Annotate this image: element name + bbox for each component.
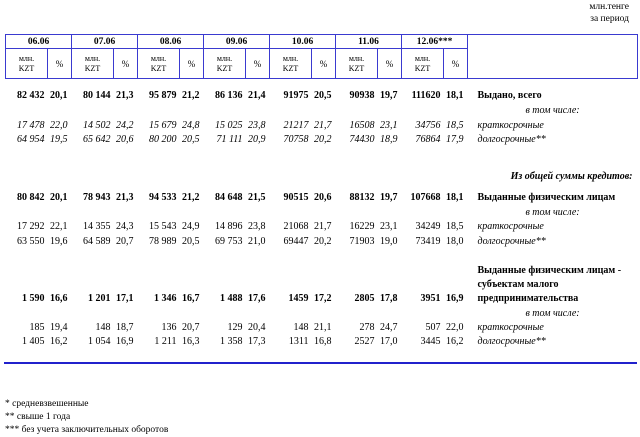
cell-percent: 20,2 xyxy=(314,134,332,145)
unit-header: млн. KZT xyxy=(402,49,444,79)
table-row xyxy=(6,191,638,206)
unit-header: млн. KZT xyxy=(138,49,180,79)
date-header: 07.06 xyxy=(72,35,138,49)
cell-percent: 23,1 xyxy=(380,119,398,131)
cell-percent: 24,8 xyxy=(182,119,200,131)
cell-amount: 1 405 xyxy=(22,336,45,347)
cell-amount: 64 954 xyxy=(17,134,45,145)
table-row xyxy=(6,220,638,235)
percent-header: % xyxy=(246,49,270,79)
cell-amount: 34756 xyxy=(415,119,441,131)
table-row xyxy=(6,307,638,321)
cell-percent: 18,1 xyxy=(446,192,464,203)
cell-percent: 16,6 xyxy=(50,293,68,304)
row-label: Выданные физическим лицам - xyxy=(477,264,622,276)
cell-percent: 23,1 xyxy=(380,221,398,232)
cell-amount: 78 943 xyxy=(83,192,111,203)
cell-percent: 24,9 xyxy=(182,221,200,232)
cell-percent: 22,0 xyxy=(50,119,68,131)
cell-amount: 1 590 xyxy=(22,293,45,304)
cell-amount: 3951 xyxy=(420,293,441,304)
table-row xyxy=(6,292,638,307)
date-header: 06.06 xyxy=(6,35,72,49)
cell-percent: 22,1 xyxy=(50,221,68,232)
date-header: 11.06 xyxy=(336,35,402,49)
cell-percent: 20,1 xyxy=(50,192,68,203)
cell-percent: 20,2 xyxy=(314,236,332,247)
cell-amount: 69447 xyxy=(283,236,309,247)
cell-amount: 76864 xyxy=(415,134,441,145)
cell-percent: 21,3 xyxy=(116,90,134,101)
cell-amount: 71903 xyxy=(349,236,375,247)
cell-percent: 21,7 xyxy=(314,119,332,131)
unit-note xyxy=(589,1,629,25)
cell-amount: 17 478 xyxy=(17,119,45,131)
empty-cells xyxy=(6,170,468,185)
cell-percent: 21,2 xyxy=(182,192,200,203)
cell-percent: 19,4 xyxy=(50,321,68,333)
row-label: долгосрочные** xyxy=(477,336,546,347)
cell-amount: 1 346 xyxy=(154,293,177,304)
cell-amount: 80 144 xyxy=(83,90,111,101)
row-label: долгосрочные** xyxy=(477,236,546,247)
cell-amount: 1311 xyxy=(288,336,309,347)
cell-amount: 107668 xyxy=(410,192,441,203)
cell-amount: 15 543 xyxy=(149,221,177,232)
cell-percent: 20,6 xyxy=(314,192,332,203)
unit-header: млн. KZT xyxy=(204,49,246,79)
cell-percent: 21,0 xyxy=(248,236,266,247)
cell-amount: 15 025 xyxy=(215,119,243,131)
cell-percent: 19,5 xyxy=(50,134,68,145)
cell-percent: 19,6 xyxy=(50,236,68,247)
cell-amount: 82 432 xyxy=(17,90,45,101)
row-label: Выданные физическим лицам xyxy=(477,192,616,203)
unit-note-line2: за период xyxy=(590,14,629,24)
cell-percent: 20,5 xyxy=(182,236,200,247)
percent-header: % xyxy=(444,49,468,79)
cell-percent: 16,9 xyxy=(116,336,134,347)
cell-percent: 16,2 xyxy=(446,336,464,347)
row-label: краткосрочные xyxy=(477,321,544,333)
cell-amount: 78 989 xyxy=(149,236,177,247)
cell-amount: 1 054 xyxy=(88,336,111,347)
table-row xyxy=(6,235,638,250)
cell-amount: 185 xyxy=(29,321,45,333)
cell-percent: 23,8 xyxy=(248,221,266,232)
cell-percent: 16,8 xyxy=(314,336,332,347)
cell-amount: 3445 xyxy=(420,336,441,347)
cell-percent: 22,0 xyxy=(446,321,464,333)
cell-amount: 148 xyxy=(95,321,111,333)
cell-amount: 64 589 xyxy=(83,236,111,247)
cell-percent: 21,5 xyxy=(248,192,266,203)
cell-amount: 71 111 xyxy=(216,134,243,145)
cell-percent: 18,9 xyxy=(380,134,398,145)
date-header: 08.06 xyxy=(138,35,204,49)
date-header: 10.06 xyxy=(270,35,336,49)
row-label: краткосрочные xyxy=(477,119,544,131)
cell-percent: 21,4 xyxy=(248,90,266,101)
cell-amount: 84 648 xyxy=(215,192,243,203)
table-row xyxy=(6,264,638,278)
cell-amount: 1 201 xyxy=(88,293,111,304)
cell-percent: 18,5 xyxy=(446,221,464,232)
empty-cells xyxy=(6,307,468,321)
cell-amount: 1 488 xyxy=(220,293,243,304)
cell-percent: 20,4 xyxy=(248,321,266,333)
cell-amount: 65 642 xyxy=(83,134,111,145)
cell-amount: 14 502 xyxy=(83,119,111,131)
cell-percent: 20,7 xyxy=(182,321,200,333)
cell-amount: 90515 xyxy=(283,192,309,203)
footnote: * средневзвешенные xyxy=(5,399,89,409)
empty-cells xyxy=(6,264,468,278)
table-row xyxy=(6,206,638,220)
cell-amount: 14 355 xyxy=(83,221,111,232)
row-label: в том числе: xyxy=(525,307,580,319)
cell-amount: 129 xyxy=(227,321,243,333)
table-body xyxy=(6,79,638,350)
cell-percent: 20,7 xyxy=(116,236,134,247)
cell-amount: 34249 xyxy=(415,221,441,232)
cell-percent: 20,9 xyxy=(248,134,266,145)
table-row xyxy=(6,170,638,185)
cell-amount: 94 533 xyxy=(149,192,177,203)
cell-amount: 1 211 xyxy=(154,336,177,347)
spacer-row xyxy=(6,148,638,170)
unit-note-line1: млн.тенге xyxy=(589,2,629,12)
row-label: в том числе: xyxy=(525,206,580,218)
cell-amount: 95 879 xyxy=(149,90,177,101)
empty-cells xyxy=(6,278,468,292)
row-label: субъектам малого xyxy=(477,278,559,290)
cell-percent: 16,9 xyxy=(446,293,464,304)
cell-percent: 23,8 xyxy=(248,119,266,131)
cell-amount: 148 xyxy=(293,321,309,333)
cell-percent: 17,9 xyxy=(446,134,464,145)
percent-header: % xyxy=(312,49,336,79)
cell-percent: 18,0 xyxy=(446,236,464,247)
credits-table xyxy=(5,34,638,350)
row-label: предпринимательства xyxy=(477,293,579,304)
table-row xyxy=(6,278,638,292)
spacer-cell xyxy=(6,79,638,89)
spacer-cell xyxy=(6,148,638,170)
table-row xyxy=(6,335,638,350)
cell-percent: 20,5 xyxy=(314,90,332,101)
cell-percent: 18,1 xyxy=(446,90,464,101)
cell-amount: 2527 xyxy=(354,336,375,347)
percent-header: % xyxy=(48,49,72,79)
cell-amount: 70758 xyxy=(283,134,309,145)
spacer-row xyxy=(6,79,638,89)
cell-percent: 21,3 xyxy=(116,192,134,203)
divider-line xyxy=(4,362,637,364)
cell-amount: 136 xyxy=(161,321,177,333)
cell-percent: 24,2 xyxy=(116,119,134,131)
cell-percent: 20,5 xyxy=(182,134,200,145)
cell-amount: 63 550 xyxy=(17,236,45,247)
spacer-row xyxy=(6,250,638,264)
cell-percent: 21,1 xyxy=(314,321,332,333)
row-label: Из общей суммы кредитов: xyxy=(510,171,633,182)
row-label: в том числе: xyxy=(525,105,580,116)
table-row xyxy=(6,321,638,335)
cell-amount: 69 753 xyxy=(215,236,243,247)
cell-percent: 20,1 xyxy=(50,90,68,101)
empty-cells xyxy=(6,104,468,119)
row-label: Выдано, всего xyxy=(477,90,542,101)
cell-amount: 86 136 xyxy=(215,90,243,101)
cell-amount: 278 xyxy=(359,321,375,333)
table-row xyxy=(6,89,638,104)
cell-percent: 17,2 xyxy=(314,293,332,304)
unit-header: млн. KZT xyxy=(6,49,48,79)
cell-amount: 16229 xyxy=(349,221,375,232)
unit-header: млн. KZT xyxy=(270,49,312,79)
cell-percent: 20,6 xyxy=(116,134,134,145)
empty-header-cell xyxy=(468,35,638,79)
cell-amount: 73419 xyxy=(415,236,441,247)
cell-percent: 21,2 xyxy=(182,90,200,101)
cell-amount: 111620 xyxy=(411,90,441,101)
cell-percent: 24,7 xyxy=(380,321,398,333)
cell-percent: 17,3 xyxy=(248,336,266,347)
cell-percent: 16,3 xyxy=(182,336,200,347)
cell-percent: 19,7 xyxy=(380,192,398,203)
percent-header: % xyxy=(114,49,138,79)
cell-percent: 18,7 xyxy=(116,321,134,333)
cell-percent: 16,7 xyxy=(182,293,200,304)
cell-percent: 19,0 xyxy=(380,236,398,247)
cell-amount: 90938 xyxy=(349,90,375,101)
footnote: *** без учета заключительных оборотов xyxy=(5,425,169,435)
cell-amount: 507 xyxy=(425,321,441,333)
cell-amount: 21068 xyxy=(283,221,309,232)
cell-amount: 88132 xyxy=(349,192,375,203)
cell-amount: 1 358 xyxy=(220,336,243,347)
cell-amount: 80 842 xyxy=(17,192,45,203)
percent-header: % xyxy=(378,49,402,79)
table-header xyxy=(6,35,638,79)
cell-percent: 21,7 xyxy=(314,221,332,232)
footnotes xyxy=(5,398,168,437)
cell-percent: 17,6 xyxy=(248,293,266,304)
cell-percent: 18,5 xyxy=(446,119,464,131)
cell-percent: 17,1 xyxy=(116,293,134,304)
cell-percent: 24,3 xyxy=(116,221,134,232)
cell-amount: 14 896 xyxy=(215,221,243,232)
dates-row xyxy=(6,35,638,49)
cell-amount: 1459 xyxy=(288,293,309,304)
cell-amount: 2805 xyxy=(354,293,375,304)
footnote: ** свыше 1 года xyxy=(5,412,71,422)
cell-percent: 16,2 xyxy=(50,336,68,347)
cell-amount: 16508 xyxy=(349,119,375,131)
date-header: 12.06*** xyxy=(402,35,468,49)
cell-percent: 17,8 xyxy=(380,293,398,304)
table-row xyxy=(6,133,638,148)
unit-header: млн. KZT xyxy=(72,49,114,79)
cell-amount: 80 200 xyxy=(149,134,177,145)
table-row xyxy=(6,104,638,119)
date-header: 09.06 xyxy=(204,35,270,49)
table-row xyxy=(6,119,638,133)
row-label: долгосрочные** xyxy=(477,134,546,145)
unit-header: млн. KZT xyxy=(336,49,378,79)
empty-cells xyxy=(6,206,468,220)
row-label: краткосрочные xyxy=(477,221,544,232)
cell-amount: 17 292 xyxy=(17,221,45,232)
cell-amount: 91975 xyxy=(283,90,309,101)
cell-amount: 21217 xyxy=(283,119,309,131)
cell-percent: 19,7 xyxy=(380,90,398,101)
cell-amount: 15 679 xyxy=(149,119,177,131)
cell-amount: 74430 xyxy=(349,134,375,145)
spacer-cell xyxy=(6,250,638,264)
percent-header: % xyxy=(180,49,204,79)
cell-percent: 17,0 xyxy=(380,336,398,347)
